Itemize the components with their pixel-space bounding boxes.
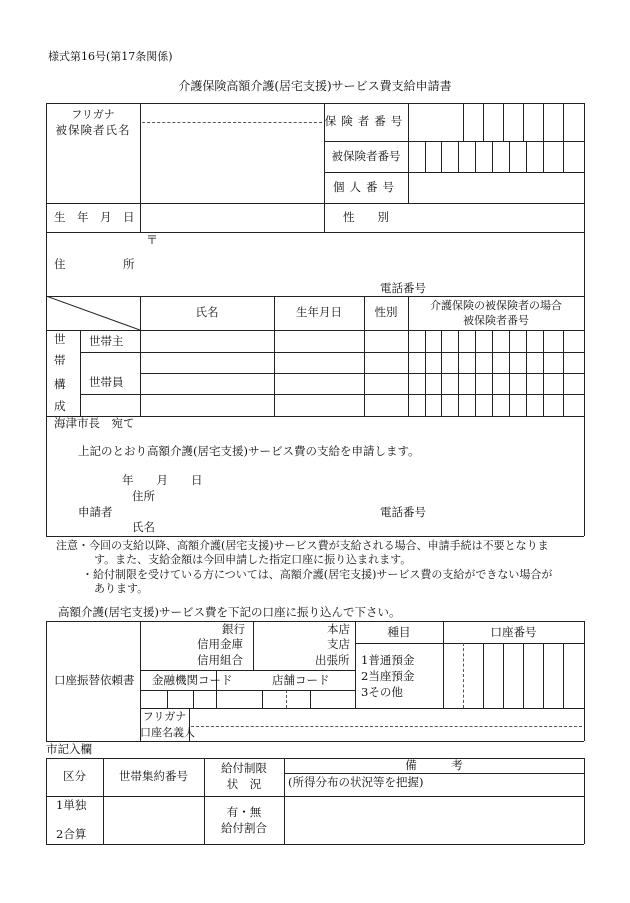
request-date: 年 月 日 [122, 473, 203, 487]
benefit-header-2: 状 況 [226, 777, 262, 791]
insurer-number-label: 保険者番号 [324, 114, 408, 128]
applicant-label: 申請者 [78, 505, 113, 519]
household-sex-header: 性別 [374, 305, 398, 319]
furigana-label: フリガナ [71, 108, 115, 121]
account-type-option: 3その他 [361, 685, 403, 699]
household-side-char: 構 [54, 377, 66, 391]
household-member-label: 世帯員 [89, 375, 124, 389]
account-type-header: 種目 [387, 625, 411, 639]
branch-code-label: 店舗コード [272, 673, 330, 687]
phone-label: 電話番号 [380, 281, 426, 295]
note-line: あります。 [94, 582, 149, 595]
bank-intro: 高額介護(居宅支援)サービス費を下記の口座に振り込んで下さい。 [58, 605, 401, 619]
category-option: 2合算 [56, 827, 87, 841]
household-side-char: 成 [54, 399, 66, 413]
sex-label: 性 別 [343, 210, 389, 224]
city-use-label: 市記入欄 [46, 742, 92, 756]
insured-number-label: 被保険者番号 [331, 149, 401, 163]
holder-furigana-label: フリガナ [142, 710, 187, 723]
household-birth-header: 生年月日 [296, 305, 342, 319]
bank-type: 信用組合 [197, 653, 243, 667]
bank-type: 信用金庫 [197, 637, 243, 651]
household-name-header: 氏名 [195, 305, 219, 319]
category-header: 区分 [63, 769, 86, 783]
request-phone-label: 電話番号 [380, 505, 426, 519]
household-side-char: 世 [54, 332, 66, 346]
address-label: 住 所 [54, 257, 135, 271]
bank-section-label: 口座振替依頼書 [54, 673, 135, 687]
household-insured-number-header: 被保険者番号 [463, 314, 529, 327]
household-number-header: 世帯集約番号 [119, 769, 188, 783]
remarks-note: (所得分布の状況等を把握) [288, 775, 424, 789]
benefit-header: 給付制限 [221, 761, 267, 775]
form-number: 様式第16号(第17条関係) [48, 50, 173, 63]
personal-number-label: 個人番号 [333, 180, 399, 194]
household-side-char: 帯 [54, 353, 66, 367]
branch-type: 本店 [327, 622, 350, 636]
bank-type: 銀行 [222, 622, 245, 636]
insured-name-label: 被保険者氏名 [55, 123, 131, 137]
account-type-option: 2当座預金 [361, 669, 415, 683]
remarks-header: 備 考 [405, 758, 463, 772]
household-insured-header: 介護保険の被保険者の場合 [430, 299, 562, 312]
note-line: ・給付制限を受けている方については、高額介護(居宅支援)サービス費の支給ができない場合が [82, 568, 553, 581]
holder-name-label: 口座名義人 [140, 726, 195, 739]
page-title: 介護保険高額介護(居宅支援)サービス費支給申請書 [178, 79, 452, 93]
diagonal-line [46, 296, 140, 330]
request-address-label: 住所 [132, 489, 155, 503]
birth-date-label: 生 年 月 日 [54, 210, 135, 224]
benefit-ratio: 給付割合 [221, 821, 267, 835]
branch-type: 出張所 [315, 653, 350, 667]
category-option: 1単独 [56, 798, 87, 812]
request-name-label: 氏名 [132, 520, 155, 534]
note-line: す。また、支給金額は今回申請した指定口座に振り込まれます。 [94, 553, 412, 566]
addressee: 海津市長 宛て [54, 416, 135, 430]
request-statement: 上記のとおり高額介護(居宅支援)サービス費の支給を申請します。 [78, 444, 420, 458]
institution-code-label: 金融機関コード [152, 673, 233, 687]
benefit-value: 有・無 [226, 805, 262, 819]
account-type-option: 1普通預金 [361, 653, 415, 667]
household-head-label: 世帯主 [89, 334, 124, 348]
account-number-header: 口座番号 [490, 625, 537, 639]
branch-type: 支店 [327, 637, 350, 651]
postal-mark: 〒 [146, 233, 159, 247]
note-line: 注意・今回の支給以降、高額介護(居宅支援)サービス費が支給される場合、申請手続は不要となりま [56, 539, 549, 552]
